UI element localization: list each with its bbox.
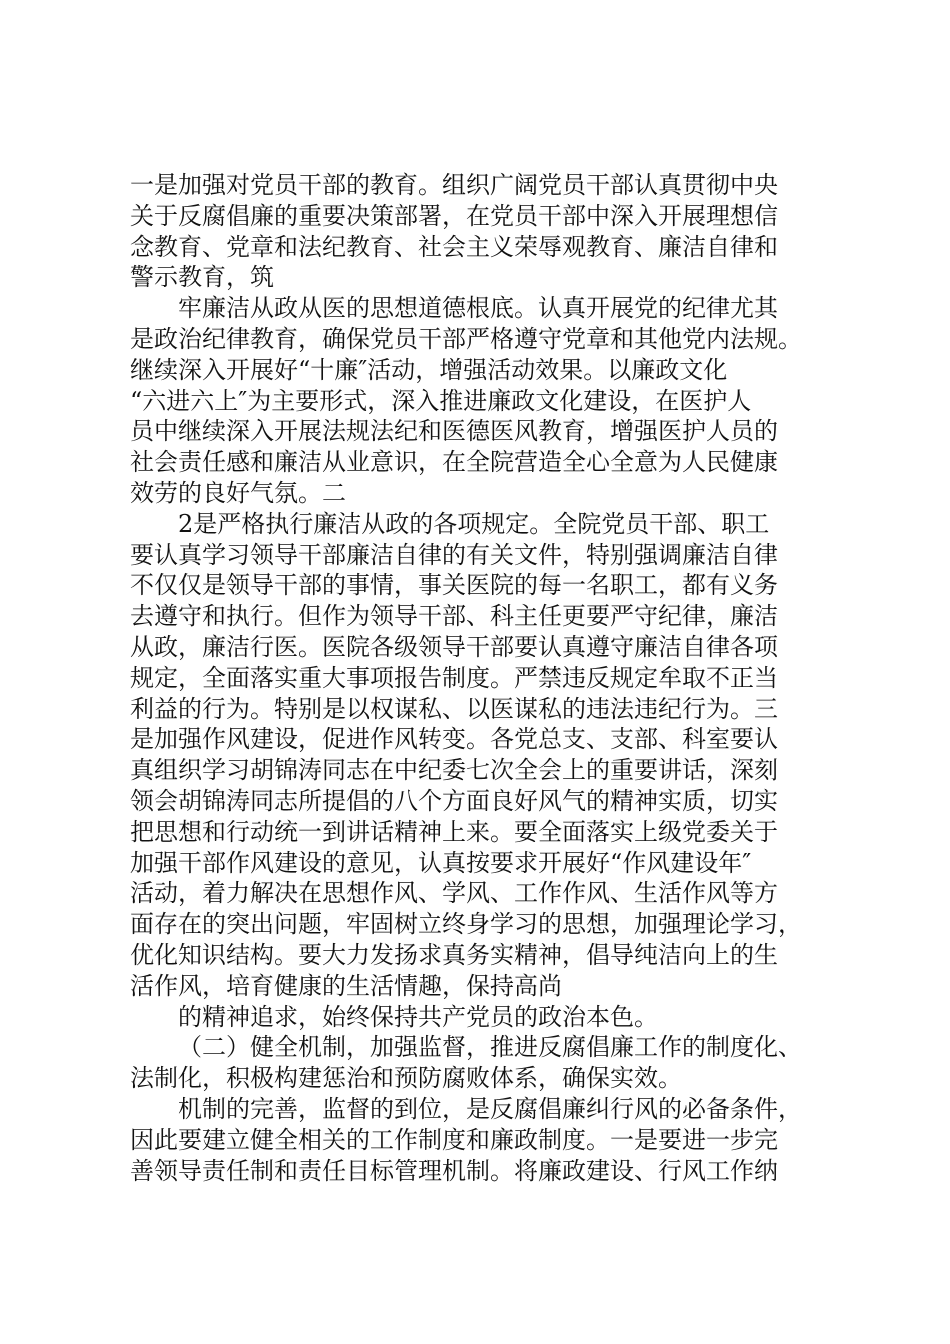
text-line: 因此要建立健全相关的工作制度和廉政制度。一是要进一步完 [130,1125,778,1154]
text-line: 继续深入开展好“十廉″活动，增强活动效果。以廉政文化 [130,355,728,384]
text-line: 去遵守和执行。但作为领导干部、科主任更要严守纪律，廉洁 [130,602,778,631]
text-line: 从政，廉洁行医。医院各级领导干部要认真遵守廉洁自律各项 [130,632,778,661]
text-line: 牢廉洁从政从医的思想道德根底。认真开展党的纪律尤其 [178,294,778,323]
text-line: 的精神追求，始终保持共产党员的政治本色。 [178,1002,658,1031]
text-line: 利益的行为。特别是以权谋私、以医谋私的违法违纪行为。三 [130,694,778,723]
text-line: 是加强作风建设，促进作风转变。各党总支、支部、科室要认 [130,725,778,754]
text-line: 社会责任感和廉洁从业意识，在全院营造全心全意为人民健康 [130,448,778,477]
text-line: 关于反腐倡廉的重要决策部署，在党员干部中深入开展理想信 [130,201,778,230]
text-line: 规定，全面落实重大事项报告制度。严禁违反规定牟取不正当 [130,663,778,692]
text-line: 把思想和行动统一到讲话精神上来。要全面落实上级党委关于 [130,817,778,846]
text-line: 2是严格执行廉洁从政的各项规定。全院党员干部、职工 [178,509,770,538]
text-line: 警示教育，筑 [130,263,274,292]
text-line: 真组织学习胡锦涛同志在中纪委七次全会上的重要讲话，深刻 [130,756,778,785]
text-line: 加强干部作风建设的意见，认真按要求开展好“作风建设年″ [130,848,752,877]
text-line: 活动，着力解决在思想作风、学风、工作作风、生活作风等方 [130,879,778,908]
text-line: 一是加强对党员干部的教育。组织广阔党员干部认真贯彻中央 [130,171,778,199]
text-line: 面存在的突出问题，牢固树立终身学习的思想，加强理论学习， [130,910,802,939]
text-line: 优化知识结构。要大力发扬求真务实精神，倡导纯洁向上的生 [130,940,778,969]
text-line: 员中继续深入开展法规法纪和医德医风教育，增强医护人员的 [130,417,778,446]
text-line: 善领导责任制和责任目标管理机制。将廉政建设、行风工作纳 [130,1156,778,1185]
text-line: 要认真学习领导干部廉洁自律的有关文件，特别强调廉洁自律 [130,540,778,569]
text-line: 不仅仅是领导干部的事情，事关医院的每一名职工，都有义务 [130,571,778,600]
text-line: “六进六上″为主要形式，深入推进廉政文化建设，在医护人 [130,386,752,415]
text-line: 是政治纪律教育，确保党员干部严格遵守党章和其他党内法规。 [130,324,802,353]
text-line: （二）健全机制，加强监督，推进反腐倡廉工作的制度化、 [178,1033,802,1062]
body-text [130,170,850,1186]
text-line: 领会胡锦涛同志所提倡的八个方面良好风气的精神实质，切实 [130,786,778,815]
text-line: 效劳的良好气氛。二 [130,478,346,507]
text-line: 念教育、党章和法纪教育、社会主义荣辱观教育、廉洁自律和 [130,232,778,261]
text-line: 活作风，培育健康的生活情趣，保持高尚 [130,971,562,1000]
text-line: 机制的完善，监督的到位，是反腐倡廉纠行风的必备条件， [178,1094,802,1123]
text-line: 法制化，积极构建惩治和预防腐败体系，确保实效。 [130,1064,682,1093]
